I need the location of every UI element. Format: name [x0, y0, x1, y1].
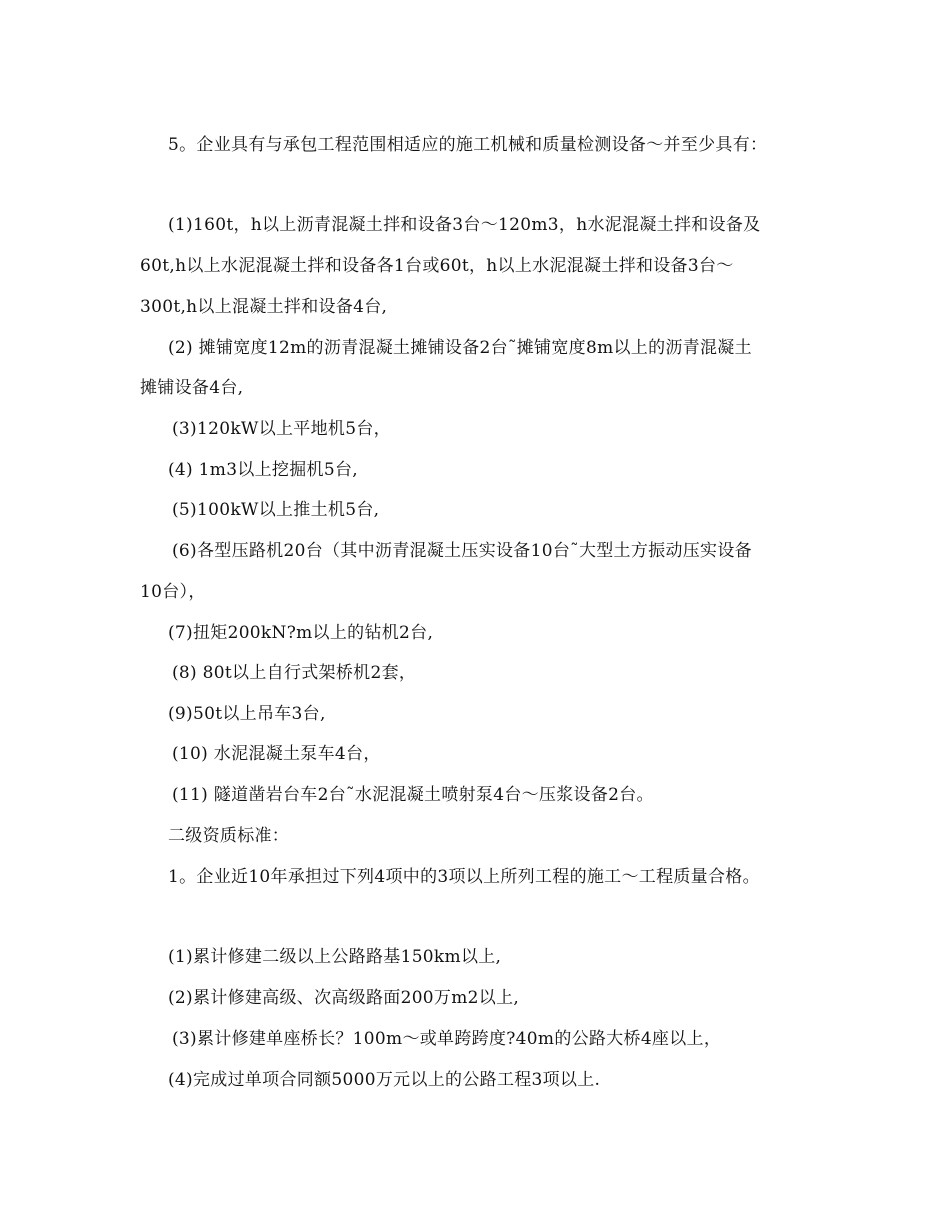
para-item-6-line-2: 10台）， [140, 582, 206, 602]
para-item-5: (5)100kW以上推土机5台, [172, 500, 380, 520]
para-item-6-line-1: (6)各型压路机20台（其中沥青混凝土压实设备10台˜大型土方振动压实设备 [172, 541, 752, 561]
para-level-2-item-3: (3)累计修建单座桥长？100m～或单跨跨度?40m的公路大桥4座以上， [172, 1029, 722, 1049]
para-item-3: (3)120kW以上平地机5台， [172, 419, 391, 439]
para-item-11: (11) 隧道凿岩台车2台˜水泥混凝土喷射泵4台～压浆设备2台。 [172, 785, 654, 805]
para-level-2-item-4: (4)完成过单项合同额5000万元以上的公路工程3项以上. [168, 1070, 601, 1090]
para-equipment-intro: 5。企业具有与承包工程范围相适应的施工机械和质量检测设备～并至少具有： [168, 135, 768, 155]
section-heading-level-2: 二级资质标准： [168, 826, 290, 846]
para-item-1-line-2: 60t,h以上水泥混凝土拌和设备各1台或60t，h以上水泥混凝土拌和设备3台～ [140, 256, 734, 276]
para-item-10: (10) 水泥混凝土泵车4台， [172, 744, 381, 764]
para-item-8: (8) 80t以上自行式架桥机2套， [172, 663, 417, 683]
para-level-2-intro: 1。企业近10年承担过下列4项中的3项以上所列工程的施工～工程质量合格。 [168, 867, 760, 887]
para-item-1-line-1: (1)160t，h以上沥青混凝土拌和设备3台～120m3，h水泥混凝土拌和设备及 [168, 215, 761, 235]
para-level-2-item-2: (2)累计修建高级、次高级路面200万m2以上, [168, 988, 520, 1008]
para-item-7: (7)扭矩200kN?m以上的钻机2台, [168, 623, 434, 643]
para-level-2-item-1: (1)累计修建二级以上公路路基150km以上, [168, 947, 502, 967]
para-item-2-line-1: (2) 摊铺宽度12m的沥青混凝土摊铺设备2台˜摊铺宽度8m以上的沥青混凝土 [168, 338, 752, 358]
para-item-9: (9)50t以上吊车3台, [168, 704, 326, 724]
para-item-2-line-2: 摊铺设备4台, [140, 378, 244, 398]
para-item-4: (4) 1m3以上挖掘机5台, [168, 460, 358, 480]
para-item-1-line-3: 300t,h以上混凝土拌和设备4台, [140, 297, 388, 317]
